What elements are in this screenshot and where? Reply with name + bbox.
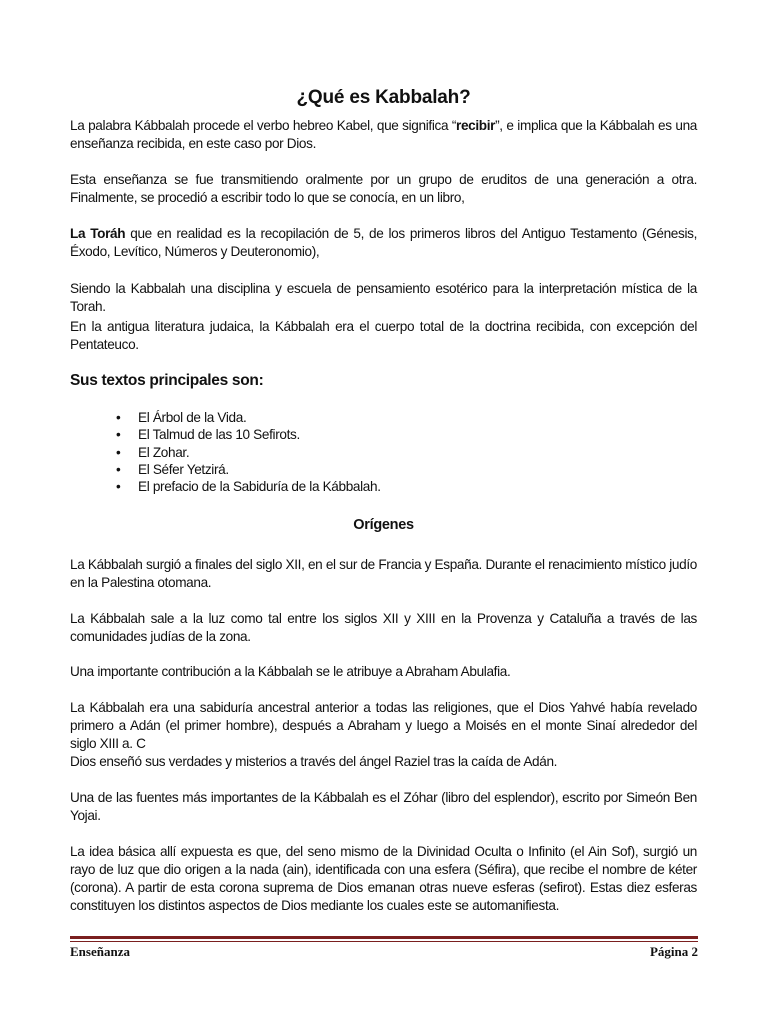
texts-list <box>116 409 381 495</box>
footer-section-label: Enseñanza <box>70 944 130 959</box>
list-item-text: El Árbol de la Vida. <box>138 410 247 425</box>
list-item-text: El Zohar. <box>138 444 190 460</box>
paragraph-literature: En la antigua literatura judaica, la Kábbalah era el cuerpo total de la doctrina recibida, con excepción del Pentateuco. <box>70 319 697 352</box>
bullet-icon: • <box>116 444 121 460</box>
list-item <box>116 426 381 443</box>
paragraph-transmission: Esta enseñanza se fue transmitiendo oralmente por un grupo de eruditos de una generación a otra. Finalmente, se procedió a escribir todo lo que se conocía, en un libro, <box>70 172 697 205</box>
page-title: ¿Qué es Kabbalah? <box>296 86 471 108</box>
list-item-text: El Talmud de las 10 Sefirots. <box>138 427 300 443</box>
list-item-text: El Séfer Yetzirá. <box>138 461 229 477</box>
list-item <box>116 409 381 426</box>
paragraph-discipline: Siendo la Kabbalah una disciplina y escuela de pensamiento esotérico para la interpretación mística de la Torah. <box>70 281 697 314</box>
paragraph-torah <box>70 225 697 261</box>
paragraph-origin-4: La Kábbalah era una sabiduría ancestral anterior a todas las religiones, que el Dios Yahvé había revelado primero a Adán (el primer hombre), después a Abraham y luego a Moisés en el monte Sinaí alrededor del siglo XIII a. C <box>70 700 697 751</box>
text-run: ”, e implica que la Kábbalah es una enseñanza recibida, en este caso por Dios. <box>70 118 697 151</box>
list-item <box>116 478 381 495</box>
footer-rule-thin <box>70 941 698 942</box>
bullet-icon: • <box>116 410 121 425</box>
paragraph-origin-2: La Kábbalah sale a la luz como tal entre los siglos XII y XIII en la Provenza y Cataluña a través de las comunidades judías de la zona. <box>70 611 697 644</box>
paragraph-origin-7: La idea básica allí expuesta es que, del seno mismo de la Divinidad Oculta o Infinito (el Ain Sof), surgió un rayo de luz que dio origen a la nada (ain), identificada con una esfera (Séfira), que recibe el nombre de kéter (corona). A partir de esta corona suprema de Dios emanan otras nueve esferas (sefirot). Estas diez esferas constituyen los distintos aspectos de Dios mediante los cuales este se automanifiesta. <box>70 844 697 913</box>
list-item-text: El prefacio de la Sabiduría de la Kábbalah. <box>138 479 381 495</box>
paragraph-origin-6: Una de las fuentes más importantes de la Kábbalah es el Zóhar (libro del esplendor), escrito por Simeón Ben Yojai. <box>70 790 697 823</box>
bold-term: recibir <box>456 118 496 133</box>
bullet-icon: • <box>116 461 121 477</box>
paragraph-origin-3: Una importante contribución a la Kábbalah se le atribuye a Abraham Abulafia. <box>70 664 511 679</box>
paragraph-definition <box>70 117 697 153</box>
text-run: La palabra Kábbalah procede el verbo hebreo Kabel, que significa “ <box>70 118 457 133</box>
bold-term: La Toráh <box>70 226 126 241</box>
section-heading-origins: Orígenes <box>353 517 414 533</box>
bullet-icon: • <box>116 479 121 495</box>
bullet-icon: • <box>116 427 121 443</box>
paragraph-origin-1: La Kábbalah surgió a finales del siglo XII, en el sur de Francia y España. Durante el renacimiento místico judío en la Palestina otomana. <box>70 557 697 590</box>
list-item <box>116 461 381 478</box>
text-run: que en realidad es la recopilación de 5, de los primeros libros del Antiguo Testamento (Génesis, Éxodo, Levítico, Números y Deuteronomio), <box>70 226 697 259</box>
list-item <box>116 444 381 461</box>
paragraph-origin-5: Dios enseñó sus verdades y misterios a través del ángel Raziel tras la caída de Adán. <box>70 754 558 769</box>
section-heading-texts: Sus textos principales son: <box>70 372 264 389</box>
document-page <box>70 0 697 1024</box>
footer-page-number: Página 2 <box>649 944 698 959</box>
footer-divider <box>70 936 698 942</box>
